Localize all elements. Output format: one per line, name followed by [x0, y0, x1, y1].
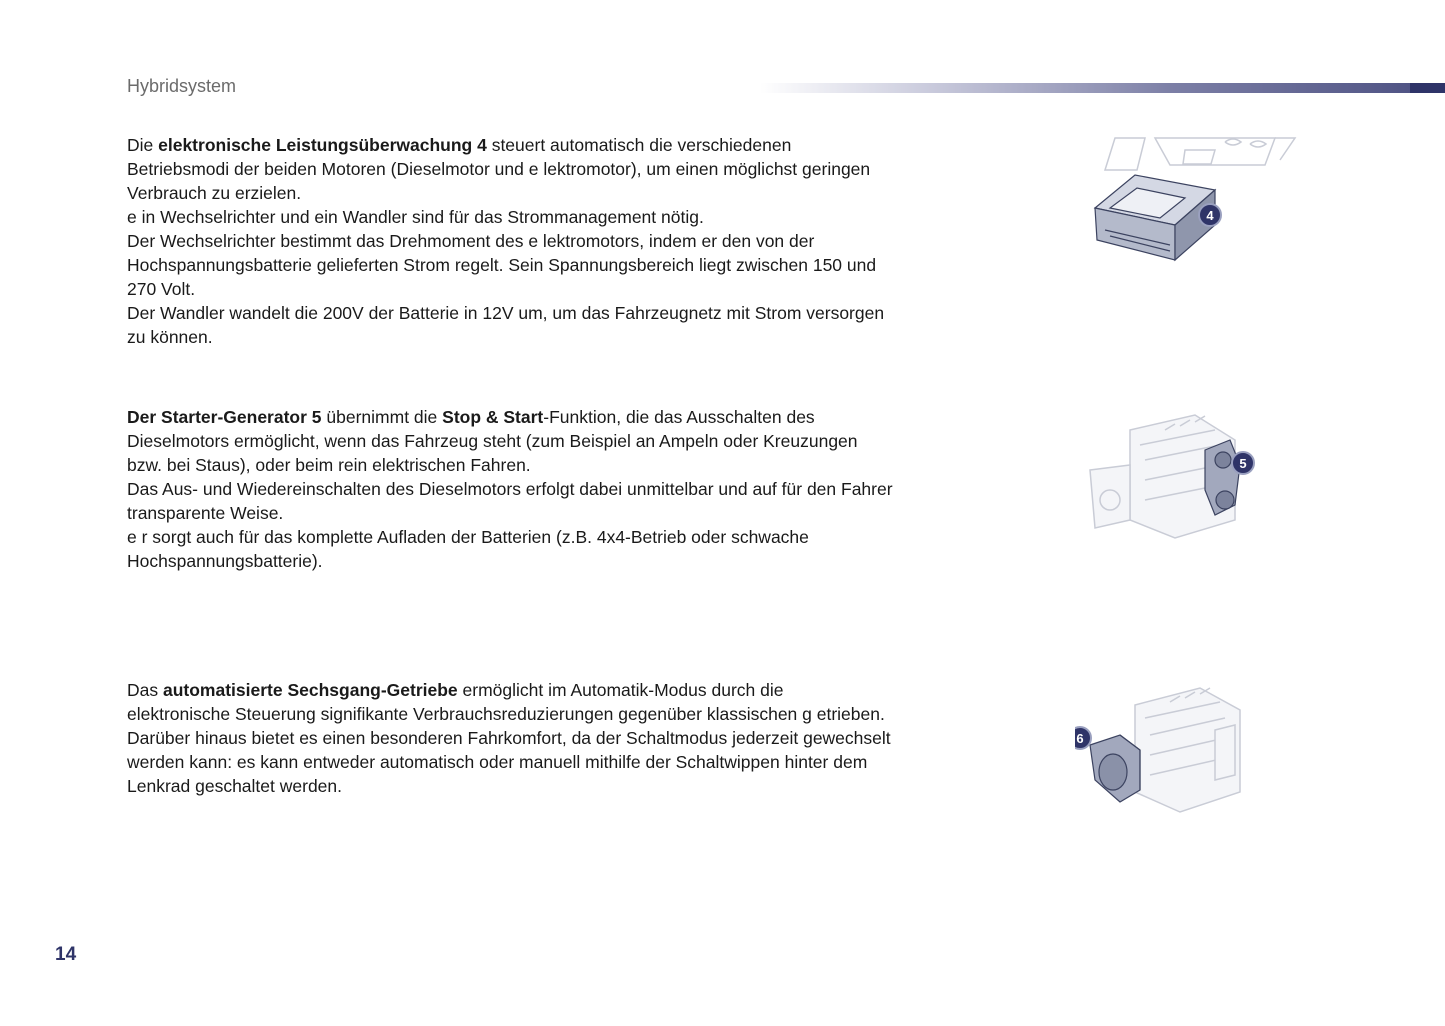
callout-badge-4 — [1199, 204, 1221, 226]
text-line: e in Wechselrichter und ein Wandler sind für das Strommanagement nötig. — [127, 207, 704, 227]
section-starter-generator — [127, 405, 947, 573]
power-electronics-illustration — [1075, 130, 1315, 280]
text-line: Darüber hinaus bietet es einen besonderen Fahrkomfort, da der Schaltmodus jederzeit gewechselt — [127, 728, 891, 748]
text-line: Dieselmotors ermöglicht, wenn das Fahrzeug steht (zum Beispiel an Ampeln oder Kreuzungen — [127, 431, 858, 451]
text-line: Verbrauch zu erzielen. — [127, 183, 302, 203]
svg-text:4: 4 — [1206, 208, 1214, 223]
text-line: Hochspannungsbatterie). — [127, 551, 323, 571]
gearbox-illustration — [1075, 680, 1315, 830]
text-line: Betriebsmodi der beiden Motoren (Dieselmotor und e lektromotor), um einen möglichst geringen — [127, 159, 871, 179]
starter-generator-illustration — [1075, 410, 1315, 560]
page-number: 14 — [55, 944, 77, 965]
text-line: werden kann: es kann entweder automatisch oder manuell mithilfe der Schaltwippen hinter dem — [127, 752, 868, 772]
section-gearbox — [127, 678, 947, 798]
text-line: Der Wandler wandelt die 200V der Batterie in 12V um, um das Fahrzeugnetz mit Strom versorgen — [127, 303, 885, 323]
callout-badge-5 — [1232, 452, 1254, 474]
text-line: elektronische Steuerung signifikante Verbrauchsreduzierungen gegenüber klassischen g etrieben. — [127, 704, 885, 724]
header-bar-end — [1410, 83, 1445, 93]
text-line: Die elektronische Leistungsüberwachung 4 steuert automatisch die verschiedenen — [127, 135, 792, 155]
text-line: bzw. bei Staus), oder beim rein elektrischen Fahren. — [127, 455, 531, 475]
text-line: Der Starter-Generator 5 übernimmt die Stop & Start-Funktion, die das Ausschalten des — [127, 407, 815, 427]
text-line: transparente Weise. — [127, 503, 284, 523]
header-gradient-bar — [760, 83, 1445, 93]
svg-text:6: 6 — [1076, 731, 1084, 746]
section-power-electronics — [127, 133, 947, 349]
text-line: zu können. — [127, 327, 213, 347]
text-line: Der Wechselrichter bestimmt das Drehmoment des e lektromotors, indem er den von der — [127, 231, 815, 251]
text-line: Das Aus- und Wiedereinschalten des Dieselmotors erfolgt dabei unmittelbar und auf für den Fahrer — [127, 479, 893, 499]
text-line: Hochspannungsbatterie gelieferten Strom regelt. Sein Spannungsbereich liegt zwischen 150 und — [127, 255, 877, 275]
page-header-title: Hybridsystem — [127, 76, 237, 96]
text-line: 270 Volt. — [127, 279, 196, 299]
text-line: e r sorgt auch für das komplette Aufladen der Batterien (z.B. 4x4-Betrieb oder schwache — [127, 527, 809, 547]
callout-badge-6 — [1075, 727, 1091, 749]
text-line: Das automatisierte Sechsgang-Getriebe ermöglicht im Automatik-Modus durch die — [127, 680, 784, 700]
svg-text:5: 5 — [1239, 456, 1247, 471]
text-line: Lenkrad geschaltet werden. — [127, 776, 342, 796]
